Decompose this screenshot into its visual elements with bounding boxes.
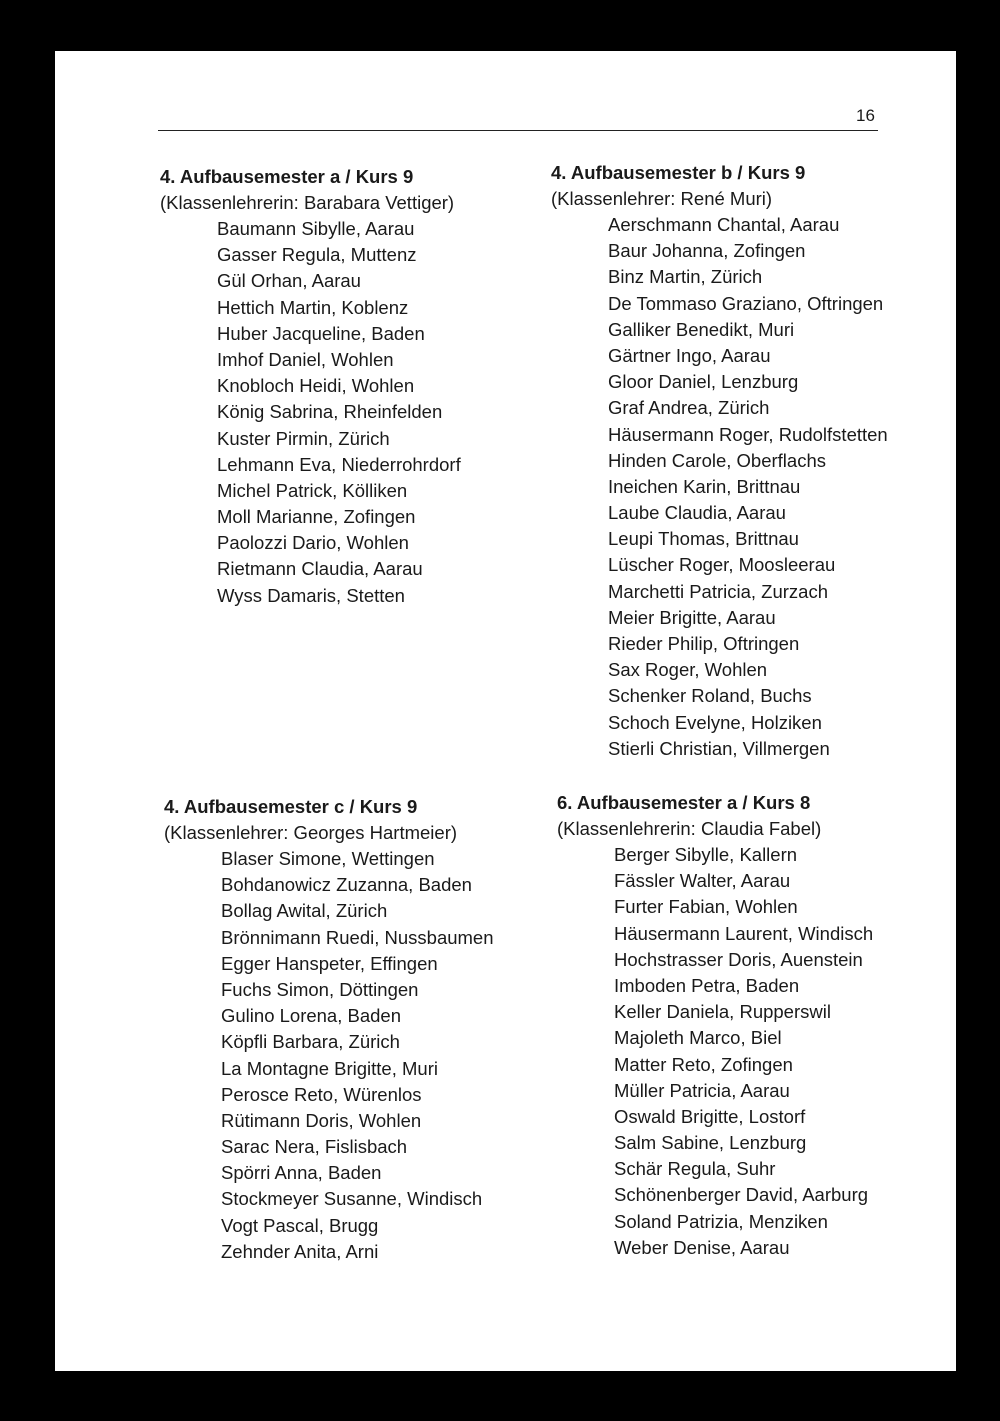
student-entry: Keller Daniela, Rupperswil bbox=[614, 1001, 831, 1023]
class-section-6a-kurs8 bbox=[557, 790, 873, 1261]
student-entry: Müller Patricia, Aarau bbox=[614, 1079, 790, 1101]
student-entry: La Montagne Brigitte, Muri bbox=[221, 1057, 438, 1079]
student-entry: Paolozzi Dario, Wohlen bbox=[217, 532, 409, 554]
student-entry: Matter Reto, Zofingen bbox=[614, 1053, 793, 1075]
student-entry: De Tommaso Graziano, Oftringen bbox=[608, 292, 884, 314]
section-title: 4. Aufbausemester b / Kurs 9 bbox=[551, 162, 806, 183]
header-rule bbox=[158, 130, 878, 131]
student-entry: Salm Sabine, Lenzburg bbox=[614, 1132, 807, 1154]
student-entry: Gärtner Ingo, Aarau bbox=[608, 344, 771, 366]
student-entry: Imboden Petra, Baden bbox=[614, 974, 800, 996]
student-entry: Vogt Pascal, Brugg bbox=[221, 1214, 379, 1236]
student-entry: Weber Denise, Aarau bbox=[614, 1236, 790, 1258]
student-entry: Moll Marianne, Zofingen bbox=[217, 506, 416, 528]
student-entry: Berger Sibylle, Kallern bbox=[614, 844, 798, 865]
student-entry: Fuchs Simon, Döttingen bbox=[221, 978, 419, 1000]
student-entry: Oswald Brigitte, Lostorf bbox=[614, 1105, 806, 1127]
student-entry: Perosce Reto, Würenlos bbox=[221, 1083, 422, 1105]
student-entry: Furter Fabian, Wohlen bbox=[614, 896, 798, 918]
student-entry: Zehnder Anita, Arni bbox=[221, 1240, 379, 1262]
student-entry: Gasser Regula, Muttenz bbox=[217, 244, 417, 266]
student-entry: Lüscher Roger, Moosleerau bbox=[608, 554, 836, 576]
section-title: 4. Aufbausemester a / Kurs 9 bbox=[160, 166, 414, 187]
student-entry: Köpfli Barbara, Zürich bbox=[221, 1031, 400, 1053]
student-entry: Gulino Lorena, Baden bbox=[221, 1005, 401, 1027]
student-entry: Graf Andrea, Zürich bbox=[608, 397, 770, 419]
student-entry: Wyss Damaris, Stetten bbox=[217, 584, 405, 606]
student-entry: Fässler Walter, Aarau bbox=[614, 870, 791, 892]
student-entry: Bollag Awital, Zürich bbox=[221, 900, 388, 922]
student-entry: Michel Patrick, Kölliken bbox=[217, 479, 408, 501]
student-list bbox=[551, 212, 888, 762]
student-entry: Schoch Evelyne, Holziken bbox=[608, 711, 822, 733]
student-entry: Gloor Daniel, Lenzburg bbox=[608, 371, 799, 393]
student-entry: Sarac Nera, Fislisbach bbox=[221, 1136, 408, 1158]
student-entry: Baur Johanna, Zofingen bbox=[608, 240, 806, 262]
class-section-4c-kurs9 bbox=[164, 794, 494, 1265]
student-entry: Rütimann Doris, Wohlen bbox=[221, 1109, 422, 1131]
student-entry: Häusermann Roger, Rudolfstetten bbox=[608, 423, 888, 445]
student-entry: Blaser Simone, Wettingen bbox=[221, 848, 435, 869]
student-entry: Majoleth Marco, Biel bbox=[614, 1027, 782, 1049]
class-teacher: (Klassenlehrerin: Claudia Fabel) bbox=[557, 818, 822, 839]
student-entry: König Sabrina, Rheinfelden bbox=[217, 401, 443, 423]
student-entry: Stierli Christian, Villmergen bbox=[608, 737, 830, 759]
student-entry: Lehmann Eva, Niederrohrdorf bbox=[217, 453, 461, 475]
student-entry: Stockmeyer Susanne, Windisch bbox=[221, 1188, 483, 1210]
class-teacher: (Klassenlehrer: Georges Hartmeier) bbox=[164, 822, 458, 843]
class-teacher: (Klassenlehrer: René Muri) bbox=[551, 188, 773, 209]
student-entry: Spörri Anna, Baden bbox=[221, 1162, 382, 1184]
section-title: 4. Aufbausemester c / Kurs 9 bbox=[164, 796, 418, 817]
student-entry: Gül Orhan, Aarau bbox=[217, 270, 361, 292]
student-list bbox=[160, 216, 461, 609]
student-list bbox=[557, 842, 873, 1261]
student-entry: Aerschmann Chantal, Aarau bbox=[608, 214, 840, 235]
student-entry: Rietmann Claudia, Aarau bbox=[217, 558, 423, 580]
student-entry: Soland Patrizia, Menziken bbox=[614, 1210, 828, 1232]
student-entry: Rieder Philip, Oftringen bbox=[608, 633, 800, 654]
class-section-4a-kurs9 bbox=[160, 164, 461, 609]
student-entry: Huber Jacqueline, Baden bbox=[217, 322, 425, 344]
page-number: 16 bbox=[856, 106, 875, 125]
class-section-4b-kurs9 bbox=[551, 160, 888, 762]
student-entry: Laube Claudia, Aarau bbox=[608, 502, 786, 524]
student-entry: Bohdanowicz Zuzanna, Baden bbox=[221, 874, 472, 896]
student-entry: Brönnimann Ruedi, Nussbaumen bbox=[221, 926, 494, 948]
student-entry: Galliker Benedikt, Muri bbox=[608, 318, 795, 340]
student-entry: Kuster Pirmin, Zürich bbox=[217, 427, 390, 449]
class-teacher: (Klassenlehrerin: Barabara Vettiger) bbox=[160, 192, 455, 213]
student-entry: Schönenberger David, Aarburg bbox=[614, 1184, 869, 1206]
section-title: 6. Aufbausemester a / Kurs 8 bbox=[557, 792, 811, 813]
student-entry: Binz Martin, Zürich bbox=[608, 266, 763, 288]
student-entry: Sax Roger, Wohlen bbox=[608, 659, 768, 681]
student-entry: Häusermann Laurent, Windisch bbox=[614, 922, 874, 944]
student-entry: Schenker Roland, Buchs bbox=[608, 685, 812, 707]
student-entry: Baumann Sibylle, Aarau bbox=[217, 218, 415, 239]
student-entry: Egger Hanspeter, Effingen bbox=[221, 952, 438, 974]
student-entry: Marchetti Patricia, Zurzach bbox=[608, 580, 829, 602]
student-entry: Knobloch Heidi, Wohlen bbox=[217, 375, 415, 397]
student-entry: Schär Regula, Suhr bbox=[614, 1158, 776, 1180]
student-entry: Meier Brigitte, Aarau bbox=[608, 606, 776, 628]
student-entry: Hochstrasser Doris, Auenstein bbox=[614, 948, 863, 970]
student-entry: Leupi Thomas, Brittnau bbox=[608, 528, 799, 550]
student-entry: Hinden Carole, Oberflachs bbox=[608, 449, 826, 471]
student-list bbox=[164, 846, 494, 1265]
student-entry: Ineichen Karin, Brittnau bbox=[608, 475, 801, 497]
student-entry: Hettich Martin, Koblenz bbox=[217, 296, 409, 318]
student-entry: Imhof Daniel, Wohlen bbox=[217, 348, 394, 370]
